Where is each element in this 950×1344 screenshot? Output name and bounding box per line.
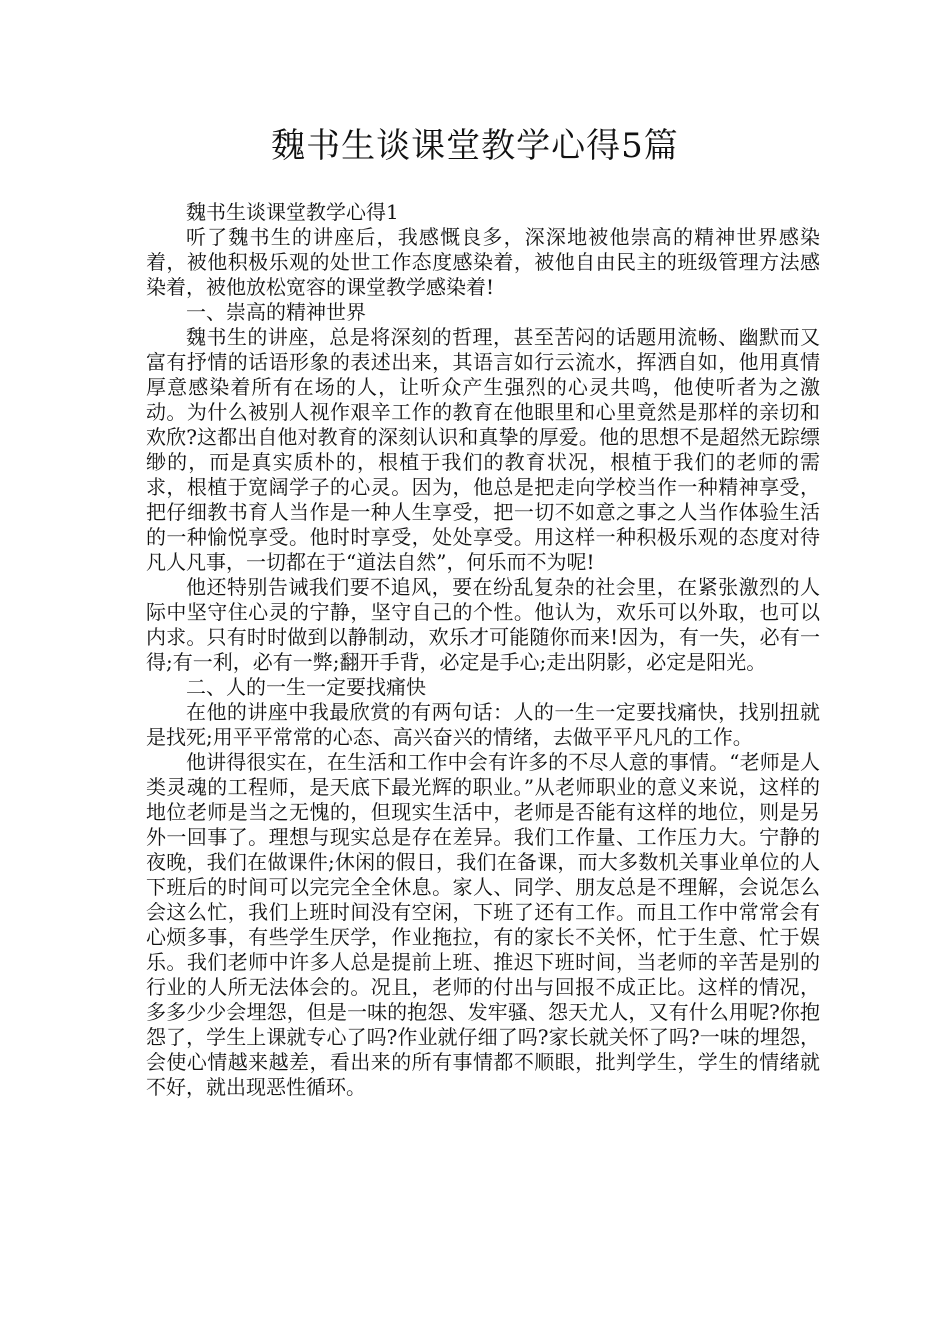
paragraph: 在他的讲座中我最欣赏的有两句话：人的一生一定要找痛快，找别扭就是找死;用平平常常的心态、高兴奋兴的情绪，去做平平凡凡的工作。 — [146, 700, 820, 749]
section-heading-1: 一、崇高的精神世界 — [186, 300, 366, 324]
document-body — [146, 200, 820, 1100]
paragraph: 他还特别告诫我们要不追风，要在纷乱复杂的社会里，在紧张激烈的人际中坚守住心灵的宁静，坚守自己的个性。他认为，欢乐可以外取，也可以内求。只有时时做到以静制动，欢乐才可能随你而来!因为，有一失，必有一得;有一利，必有一弊;翻开手背，必定是手心;走出阴影，必定是阳光。 — [146, 575, 820, 674]
paragraph: 魏书生的讲座，总是将深刻的哲理，甚至苦闷的话题用流畅、幽默而又富有抒情的话语形象的表述出来，其语言如行云流水，挥洒自如，他用真情厚意感染着所有在场的人，让听众产生强烈的心灵共鸣，他使听者为之激动。为什么被别人视作艰辛工作的教育在他眼里和心里竟然是那样的亲切和欢欣?这都出自他对教育的深刻认识和真挚的厚爱。他的思想不是超然无踪缥缈的，而是真实质朴的，根植于我们的教育状况，根植于我们的老师的需求，根植于宽阔学子的心灵。因为，他总是把走向学校当作一种精神享受，把仔细教书育人当作是一种人生享受，把一切不如意之事之人当作体验生活的一种愉悦享受。他时时享受，处处享受。用这样一种积极乐观的态度对待凡人凡事，一切都在于“道法自然”，何乐而不为呢! — [146, 325, 820, 574]
paragraph-intro: 听了魏书生的讲座后，我感慨良多，深深地被他崇高的精神世界感染着，被他积极乐观的处世工作态度感染着，被他自由民主的班级管理方法感染着，被他放松宽容的课堂教学感染着! — [146, 225, 820, 299]
section-heading-2: 二、人的一生一定要找痛快 — [186, 675, 426, 699]
document-title: 魏书生谈课堂教学心得5篇 — [271, 126, 679, 166]
paragraph: 他讲得很实在，在生活和工作中会有许多的不尽人意的事情。“老师是人类灵魂的工程师，是天底下最光辉的职业。”从老师职业的意义来说，这样的地位老师是当之无愧的，但现实生活中，老师是否能有这样的地位，则是另外一回事了。理想与现实总是存在差异。我们工作量、工作压力大。宁静的夜晚，我们在做课件;休闲的假日，我们在备课，而大多数机关事业单位的人下班后的时间可以完完全全休息。家人、同学、朋友总是不理解，会说怎么会这么忙，我们上班时间没有空闲，下班了还有工作。而且工作中常常会有心烦多事，有些学生厌学，作业拖拉，有的家长不关怀，忙于生意、忙于娱乐。我们老师中许多人总是提前上班、推迟下班时间，当老师的辛苦是别的行业的人所无法体会的。况且，老师的付出与回报不成正比。这样的情况，多多少少会埋怨，但是一味的抱怨、发牢骚、怨天尤人，又有什么用呢?你抱怨了，学生上课就专心了吗?作业就仔细了吗?家长就关怀了吗?一味的埋怨，会使心情越来越差，看出来的所有事情都不顺眼，批判学生，学生的情绪就不好，就出现恶性循环。 — [146, 750, 820, 1099]
paragraph-subtitle: 魏书生谈课堂教学心得1 — [186, 200, 399, 224]
